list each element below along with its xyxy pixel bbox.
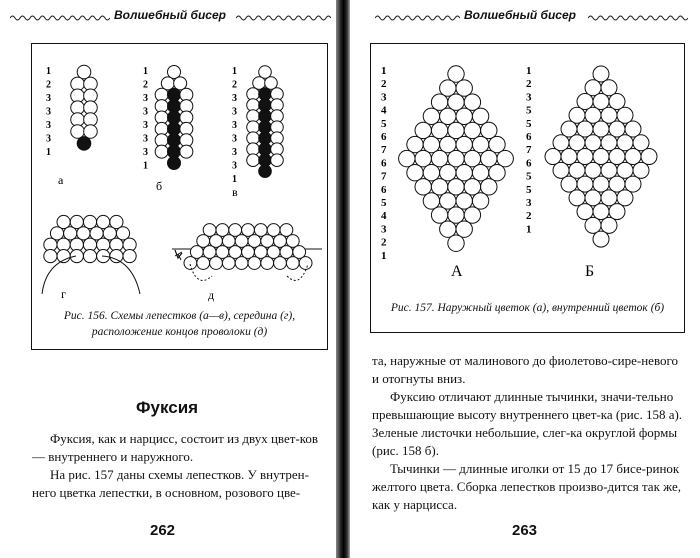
bead xyxy=(210,257,223,270)
row-label: 2 xyxy=(232,79,237,91)
inner-flower-bead xyxy=(601,107,617,123)
petal-scheme-b xyxy=(155,66,193,170)
row-label: 3 xyxy=(232,147,237,158)
inner-flower-bead xyxy=(545,149,561,165)
inner-flower-bead xyxy=(593,231,609,247)
row-label: 3 xyxy=(381,223,387,236)
outer-flower-bead xyxy=(431,94,447,110)
outer-flower-bead xyxy=(464,179,480,195)
outer-flower-bead xyxy=(489,136,505,152)
page-number: 263 xyxy=(512,522,538,539)
figure-157 xyxy=(370,43,685,333)
header-ornament-right xyxy=(236,14,331,22)
outer-flower-bead xyxy=(448,66,464,82)
inner-flower-bead xyxy=(569,135,585,151)
outer-flower-bead xyxy=(431,150,447,166)
bead xyxy=(235,257,248,270)
inner-flower-bead xyxy=(625,149,641,165)
bead xyxy=(180,145,193,158)
row-label: 5 xyxy=(526,117,532,130)
outer-flower-bead xyxy=(431,207,447,223)
row-label: 2 xyxy=(381,236,387,249)
row-label: 3 xyxy=(232,160,237,172)
figure-156-caption-line1: Рис. 156. Схемы лепестков (а—в), середина (г), xyxy=(63,310,296,322)
outer-flower-bead xyxy=(472,136,488,152)
paragraph: На рис. 157 даны схемы лепестков. У внутрен-него цветка лепестки, в основном, розового цве- xyxy=(32,467,309,500)
bead xyxy=(71,125,85,139)
row-label: 4 xyxy=(381,104,387,117)
row-label: 3 xyxy=(143,106,148,118)
row-label: 1 xyxy=(232,174,237,185)
left-page xyxy=(0,0,338,558)
inner-flower-bead xyxy=(609,176,625,192)
row-label: 1 xyxy=(526,223,532,236)
right-page xyxy=(350,0,700,558)
row-label: 6 xyxy=(381,131,387,143)
row-label: 3 xyxy=(143,120,148,131)
label-d: д xyxy=(208,288,215,302)
inner-flower-bead xyxy=(585,190,601,206)
inner-flower-bead xyxy=(593,149,609,165)
bead xyxy=(84,125,98,139)
inner-flower-bead xyxy=(585,162,601,178)
inner-flower-bead xyxy=(601,162,617,178)
row-label: 1 xyxy=(46,66,51,77)
row-label: 1 xyxy=(143,160,148,172)
outer-flower-bead xyxy=(464,94,480,110)
inner-flower-bead xyxy=(609,94,625,110)
bead xyxy=(247,154,260,167)
figure-156 xyxy=(31,43,328,350)
outer-flower-bead xyxy=(440,193,456,209)
outer-flower-bead xyxy=(481,179,497,195)
inner-flower-bead xyxy=(633,162,649,178)
outer-flower-bead xyxy=(464,207,480,223)
row-label: 7 xyxy=(381,170,387,183)
outer-flower-bead xyxy=(456,165,472,181)
outer-flower-bead xyxy=(423,136,439,152)
label-B: Б xyxy=(585,263,595,280)
bead xyxy=(274,257,287,270)
bead xyxy=(161,77,174,90)
row-label: 7 xyxy=(381,144,387,157)
bead xyxy=(184,257,197,270)
row-label: 1 xyxy=(232,66,237,77)
outer-flower-bead xyxy=(440,108,456,124)
outer-flower-bead xyxy=(448,235,464,251)
row-label: 3 xyxy=(232,120,237,131)
row-label: 6 xyxy=(526,131,532,143)
inner-flower-bead xyxy=(609,149,625,165)
outer-flower-bead xyxy=(472,193,488,209)
inner-flower-bead xyxy=(601,190,617,206)
right-body-text xyxy=(372,352,684,514)
petal-schemes-diagram xyxy=(32,44,327,309)
inner-flower-bead xyxy=(577,204,593,220)
dark-bead xyxy=(259,165,272,178)
inner-flower-bead xyxy=(593,94,609,110)
outer-flower-bead xyxy=(415,122,431,138)
row-label: 3 xyxy=(143,147,148,158)
row-label: 3 xyxy=(232,106,237,118)
inner-flower-bead xyxy=(569,190,585,206)
outer-flower-bead xyxy=(448,94,464,110)
bead xyxy=(174,77,187,90)
row-label: 6 xyxy=(381,183,387,196)
bead xyxy=(299,257,312,270)
label-b: б xyxy=(156,179,163,193)
running-header: Волшебный бисер xyxy=(464,8,576,22)
outer-flower-bead xyxy=(481,122,497,138)
outer-flower-bead xyxy=(423,165,439,181)
outer-flower-bead xyxy=(415,150,431,166)
page-number: 262 xyxy=(150,522,176,539)
inner-flower-bead xyxy=(585,107,601,123)
inner-flower-bead xyxy=(593,204,609,220)
header-ornament-right xyxy=(588,14,688,22)
inner-flower-bead xyxy=(601,135,617,151)
petal-scheme-a xyxy=(71,65,98,150)
inner-flower-bead xyxy=(625,176,641,192)
outer-flower-bead xyxy=(456,108,472,124)
row-label: 1 xyxy=(381,65,387,77)
outer-flower-bead xyxy=(472,108,488,124)
inner-flower-bead xyxy=(585,80,601,96)
figure-156-caption-line2: расположение концов проволоки (д) xyxy=(91,326,268,338)
inner-flower-bead xyxy=(561,176,577,192)
inner-flower-bead xyxy=(561,121,577,137)
inner-flower-bead xyxy=(617,135,633,151)
outer-flower-bead xyxy=(497,150,513,166)
inner-flower-bead xyxy=(641,149,657,165)
outer-flower-scheme xyxy=(399,66,514,252)
row-label: 1 xyxy=(46,147,51,158)
outer-flower-bead xyxy=(423,108,439,124)
row-label: 3 xyxy=(143,133,148,145)
inner-flower-bead xyxy=(577,149,593,165)
label-A: А xyxy=(451,263,463,280)
outer-flower-bead xyxy=(407,165,423,181)
bead xyxy=(286,257,299,270)
dark-bead xyxy=(168,157,181,170)
paragraph: та, наружные от малинового до фиолетово-сире-невого и отогнуты вниз. xyxy=(372,353,679,386)
running-header: Волшебный бисер xyxy=(114,8,226,22)
outer-flower-bead xyxy=(464,122,480,138)
inner-flower-bead xyxy=(609,204,625,220)
inner-flower-bead xyxy=(585,217,601,233)
outer-flower-bead xyxy=(440,80,456,96)
center-scheme-g xyxy=(42,215,140,294)
inner-flower-bead xyxy=(593,121,609,137)
inner-flower-bead xyxy=(625,121,641,137)
inner-flower-bead xyxy=(617,107,633,123)
center-bead xyxy=(44,249,57,262)
bead xyxy=(197,257,210,270)
center-bead xyxy=(110,249,123,262)
outer-flower-bead xyxy=(448,150,464,166)
row-label: 2 xyxy=(381,78,387,91)
outer-flower-bead xyxy=(415,179,431,195)
bead xyxy=(155,145,168,158)
inner-flower-bead xyxy=(577,121,593,137)
row-label: 3 xyxy=(381,91,387,104)
center-bead xyxy=(70,249,83,262)
inner-flower-scheme xyxy=(545,66,657,247)
outer-flower-bead xyxy=(456,80,472,96)
bead xyxy=(168,66,181,79)
row-label: 2 xyxy=(46,79,51,91)
row-label: 3 xyxy=(232,133,237,145)
outer-flower-bead xyxy=(423,193,439,209)
bead xyxy=(77,65,91,79)
inner-flower-bead xyxy=(609,121,625,137)
inner-flower-bead xyxy=(553,162,569,178)
paragraph: Тычинки — длинные иголки от 15 до 17 бисе-ринок желтого цвета. Сборка лепестков произво-дится так же, как у нарцисса. xyxy=(372,461,681,512)
inner-flower-bead xyxy=(593,66,609,82)
inner-flower-bead xyxy=(553,135,569,151)
inner-flower-bead xyxy=(633,135,649,151)
figure-157-caption: Рис. 157. Наружный цветок (а), внутренний цветок (б) xyxy=(390,302,665,314)
outer-flower-bead xyxy=(431,122,447,138)
outer-flower-bead xyxy=(440,136,456,152)
paragraph: Фуксию отличают длинные тычинки, значи-тельно превышающие высоту внутреннего цвет-ка (рис. 158 а). Зеленые листочки небольшие, слег-ка округлой формы (рис. 158 б). xyxy=(372,389,683,458)
bead xyxy=(222,257,235,270)
inner-flower-bead xyxy=(561,149,577,165)
inner-flower-bead xyxy=(577,176,593,192)
header-ornament-left xyxy=(10,14,110,22)
row-label: 5 xyxy=(381,197,387,209)
center-bead xyxy=(83,249,96,262)
row-label: 2 xyxy=(526,78,532,91)
row-label: 3 xyxy=(46,120,51,131)
bead xyxy=(271,154,284,167)
outer-flower-bead xyxy=(399,150,415,166)
paragraph: Фуксия, как и нарцисс, состоит из двух цвет-ков — внутреннего и наружного. xyxy=(32,431,319,464)
row-label: 5 xyxy=(526,170,532,183)
inner-flower-bead xyxy=(569,162,585,178)
outer-flower-bead xyxy=(464,150,480,166)
inner-flower-bead xyxy=(585,135,601,151)
bead xyxy=(248,257,261,270)
flower-schemes-diagram xyxy=(371,44,684,299)
row-label: 3 xyxy=(526,91,532,104)
row-label: 3 xyxy=(526,197,532,209)
outer-flower-bead xyxy=(456,193,472,209)
row-label: 5 xyxy=(526,183,532,196)
row-label: 5 xyxy=(381,117,387,130)
row-label: 3 xyxy=(46,106,51,118)
inner-flower-bead xyxy=(577,94,593,110)
outer-flower-bead xyxy=(448,207,464,223)
row-label: 3 xyxy=(46,93,51,104)
row-label: 1 xyxy=(526,65,532,77)
row-label: 1 xyxy=(381,249,387,262)
section-heading: Фуксия xyxy=(136,398,199,417)
outer-flower-bead xyxy=(407,136,423,152)
row-label: 6 xyxy=(381,157,387,170)
inner-flower-bead xyxy=(617,162,633,178)
center-bead xyxy=(123,249,136,262)
outer-flower-bead xyxy=(440,165,456,181)
outer-flower-bead xyxy=(456,221,472,237)
row-label: 2 xyxy=(526,210,532,223)
dark-bead xyxy=(77,137,91,151)
book-spine xyxy=(336,0,350,558)
row-label: 5 xyxy=(526,104,532,117)
row-label: 3 xyxy=(143,93,148,104)
outer-flower-bead xyxy=(448,122,464,138)
inner-flower-bead xyxy=(593,176,609,192)
left-body-text xyxy=(32,430,328,502)
row-label: 3 xyxy=(46,133,51,145)
label-v: в xyxy=(232,185,238,199)
row-label: 1 xyxy=(143,66,148,77)
petal-scheme-v xyxy=(247,66,284,178)
inner-flower-bead xyxy=(601,217,617,233)
row-label: 3 xyxy=(232,93,237,104)
outer-flower-bead xyxy=(440,221,456,237)
bead xyxy=(261,257,274,270)
row-label: 6 xyxy=(526,157,532,170)
outer-flower-bead xyxy=(448,179,464,195)
label-a: а xyxy=(58,173,64,187)
inner-flower-bead xyxy=(601,80,617,96)
outer-flower-bead xyxy=(456,136,472,152)
row-label: 2 xyxy=(143,79,148,91)
row-label: 4 xyxy=(381,210,387,223)
outer-flower-bead xyxy=(431,179,447,195)
wire-ends-scheme-d xyxy=(172,224,322,281)
row-label: 7 xyxy=(526,144,532,157)
inner-flower-bead xyxy=(569,107,585,123)
header-ornament-left xyxy=(375,14,460,22)
inner-flower-bead xyxy=(617,190,633,206)
label-g: г xyxy=(61,287,66,301)
outer-flower-bead xyxy=(472,165,488,181)
outer-flower-bead xyxy=(489,165,505,181)
outer-flower-bead xyxy=(481,150,497,166)
